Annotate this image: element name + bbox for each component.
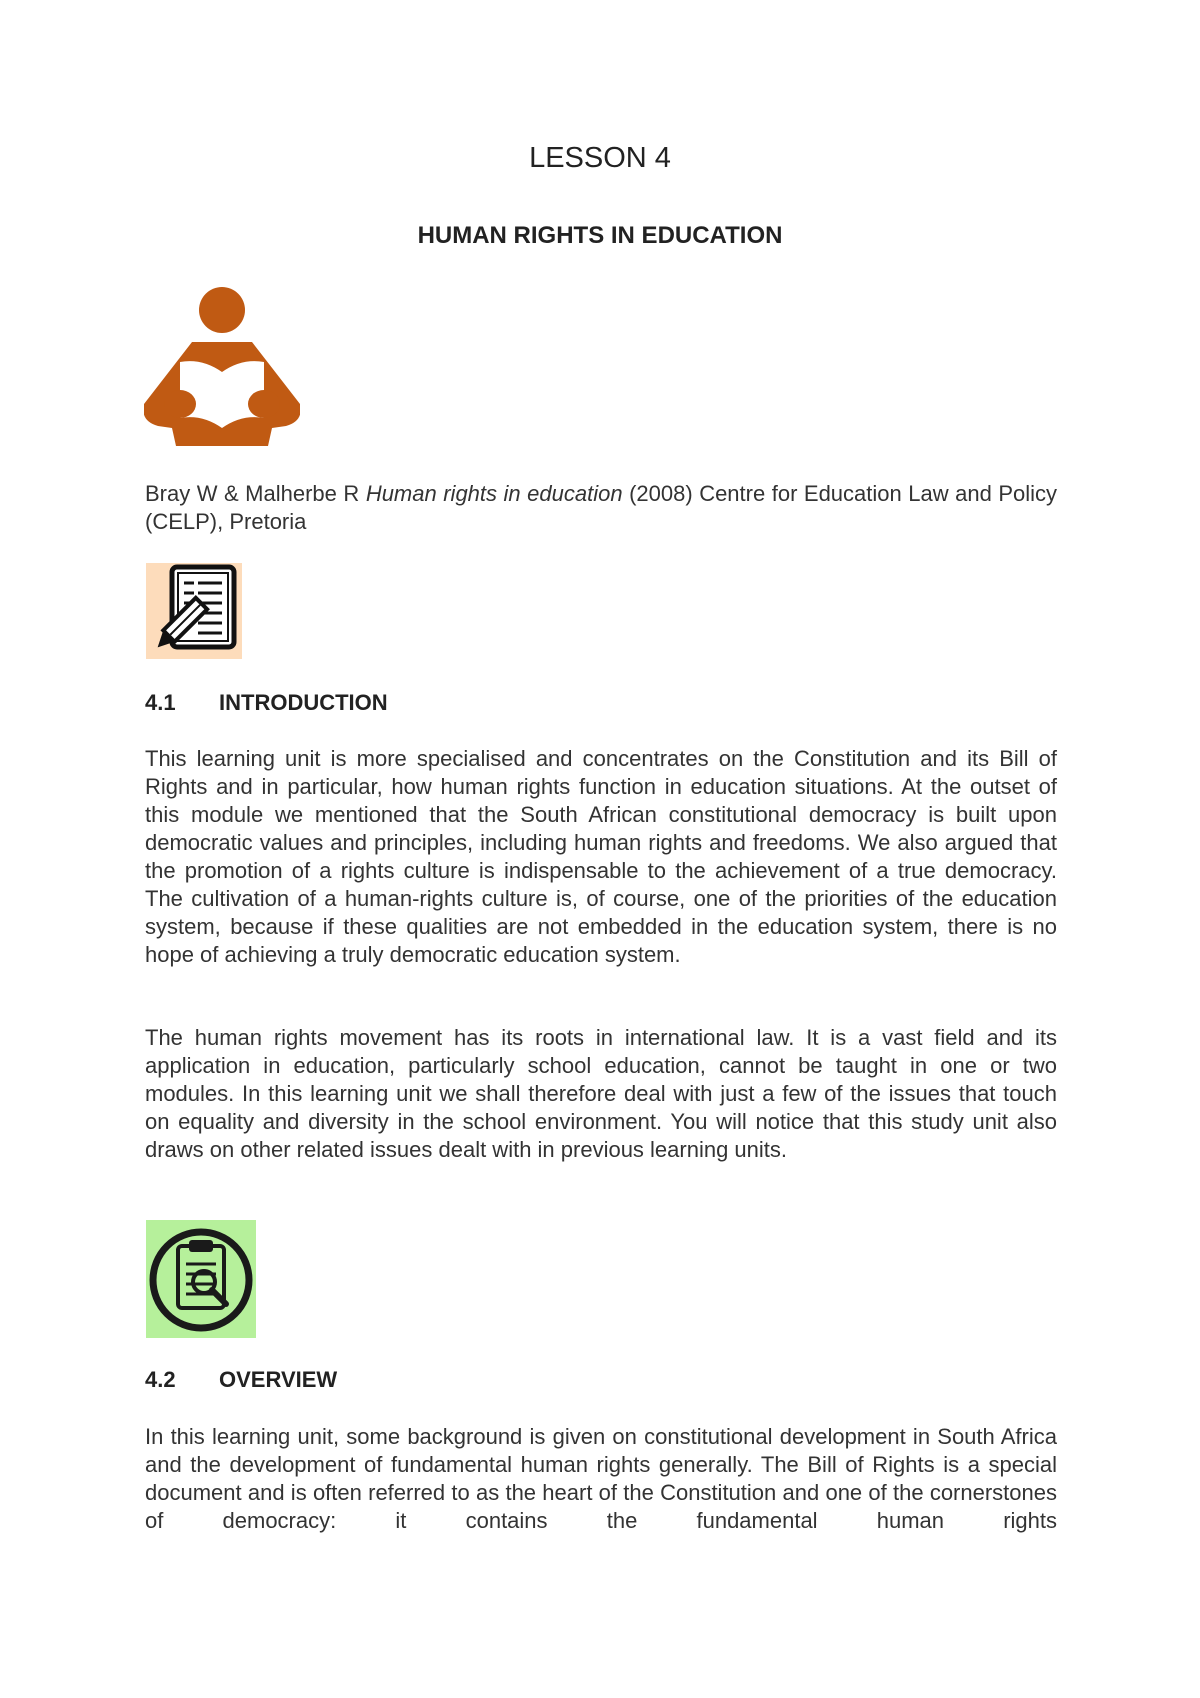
person-reading-icon bbox=[144, 286, 300, 446]
overview-paragraph-1: In this learning unit, some background is given on constitutional development in South Africa and the development of fundamental human rights generally. The Bill of Rights is a special document and is often referred to as the heart of the Constitution and one of the cornerstones of democracy: it contains the fundamental human rights bbox=[145, 1424, 1057, 1533]
section-number: 4.2 bbox=[145, 1367, 176, 1392]
section-number: 4.1 bbox=[145, 690, 176, 715]
introduction-paragraph-1: This learning unit is more specialised and concentrates on the Constitution and its Bill of Rights and in particular, how human rights function in education situations. At the outset of this module we mentioned that the South African constitutional democracy is built upon democratic values and principles, including human rights and freedoms. We also argued that the promotion of a rights culture is indispensable to the achievement of a true democracy. The cultivation of a human-rights culture is, of course, one of the priorities of the education system, because if these qualities are not embedded in the education system, there is no hope of achieving a truly democratic education system. bbox=[145, 746, 1057, 967]
citation-title: Human rights in education bbox=[365, 481, 623, 506]
lesson-title: LESSON 4 bbox=[529, 142, 671, 174]
section-title: OVERVIEW bbox=[219, 1367, 338, 1392]
section-heading-overview bbox=[145, 1367, 337, 1393]
citation-authors: Bray W & Malherbe R bbox=[145, 481, 360, 506]
notes-pencil-icon bbox=[146, 563, 242, 659]
reference-citation bbox=[145, 480, 1057, 536]
section-title: INTRODUCTION bbox=[219, 690, 388, 715]
section-heading-introduction bbox=[145, 690, 388, 716]
lesson-subtitle: HUMAN RIGHTS IN EDUCATION bbox=[417, 222, 783, 249]
citation-publication: (2008) Centre for Education Law and Policy (CELP), Pretoria bbox=[145, 481, 1058, 534]
clipboard-magnifier-icon bbox=[146, 1220, 256, 1338]
introduction-paragraph-2: The human rights movement has its roots in international law. It is a vast field and its application in education, particularly school education, cannot be taught in one or two modules. In this learning unit we shall therefore deal with just a few of the issues that touch on equality and diversity in the school environment. You will notice that this study unit also draws on other related issues dealt with in previous learning units. bbox=[145, 1025, 1057, 1162]
